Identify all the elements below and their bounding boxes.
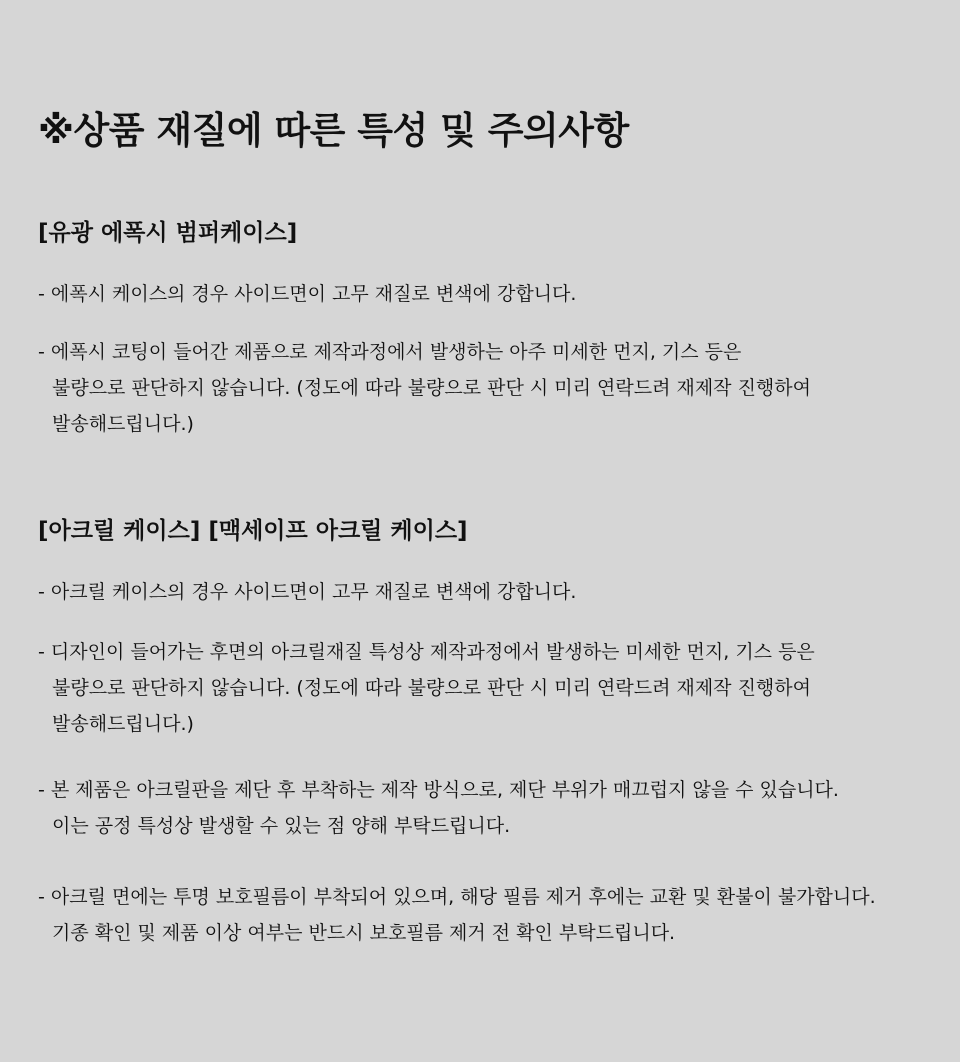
- item-line: 불량으로 판단하지 않습니다. (정도에 따라 불량으로 판단 시 미리 연락드려 재제작 진행하여: [52, 377, 811, 399]
- section-heading-epoxy: [유광 에폭시 범퍼케이스]: [38, 220, 298, 246]
- item-line: - 본 제품은 아크릴판을 제단 후 부착하는 제작 방식으로, 제단 부위가 매끄럽지 않을 수 있습니다.: [38, 779, 839, 801]
- item-line: 이는 공정 특성상 발생할 수 있는 점 양해 부탁드립니다.: [52, 815, 511, 837]
- list-item: [38, 276, 948, 312]
- item-line: - 아크릴 케이스의 경우 사이드면이 고무 재질로 변색에 강합니다.: [38, 581, 577, 603]
- page-title: ※상품 재질에 따른 특성 및 주의사항: [38, 109, 629, 152]
- item-line: 발송해드립니다.): [52, 413, 194, 435]
- item-line: - 에폭시 코팅이 들어간 제품으로 제작과정에서 발생하는 아주 미세한 먼지, 기스 등은: [38, 341, 742, 363]
- list-item: [38, 574, 948, 610]
- item-line: 불량으로 판단하지 않습니다. (정도에 따라 불량으로 판단 시 미리 연락드려 재제작 진행하여: [52, 677, 811, 699]
- item-line: 발송해드립니다.): [52, 713, 194, 735]
- list-item: [38, 334, 948, 442]
- item-line: - 디자인이 들어가는 후면의 아크릴재질 특성상 제작과정에서 발생하는 미세한 먼지, 기스 등은: [38, 641, 815, 663]
- item-line: - 에폭시 케이스의 경우 사이드면이 고무 재질로 변색에 강합니다.: [38, 283, 577, 305]
- item-line: 기종 확인 및 제품 이상 여부는 반드시 보호필름 제거 전 확인 부탁드립니다.: [52, 922, 676, 944]
- section-heading-acrylic: [아크릴 케이스] [맥세이프 아크릴 케이스]: [38, 518, 468, 544]
- list-item: [38, 634, 948, 742]
- item-line: - 아크릴 면에는 투명 보호필름이 부착되어 있으며, 해당 필름 제거 후에는 교환 및 환불이 불가합니다.: [38, 886, 876, 908]
- list-item: [38, 879, 948, 951]
- list-item: [38, 772, 948, 844]
